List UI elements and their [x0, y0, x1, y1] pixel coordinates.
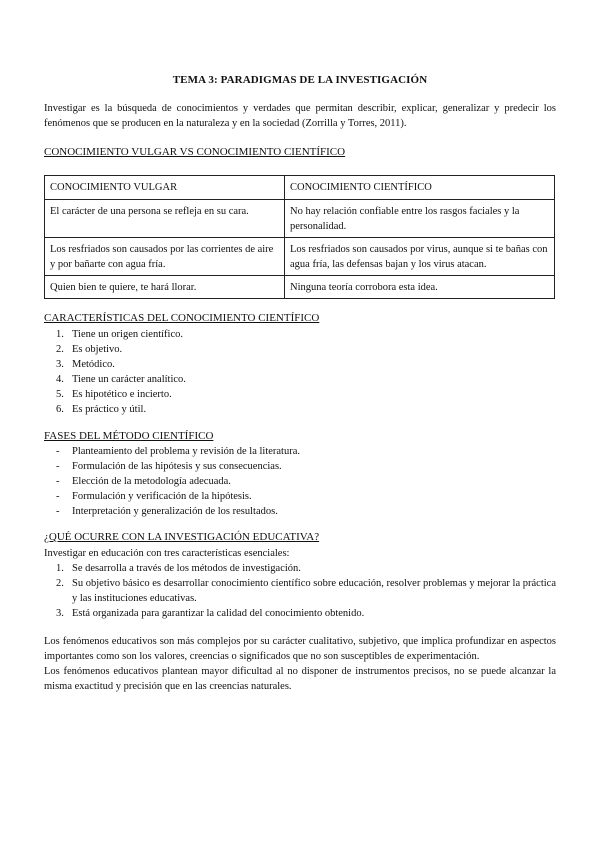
- table-cell: Los resfriados son causados por virus, aunque si te bañas con agua fría, las defensas bajan y los virus atacan.: [285, 238, 555, 276]
- table-header-cell: CONOCIMIENTO VULGAR: [45, 176, 285, 200]
- educativa-paragraph-2: Los fenómenos educativos plantean mayor dificultad al no disponer de instrumentos precisos, no se puede alcanzar la misma exactitud y precisión que en las creencias naturales.: [44, 666, 556, 692]
- list-item: 3. Está organizada para garantizar la calidad del conocimiento obtenido.: [56, 608, 365, 619]
- fases-list: [44, 444, 556, 519]
- page-title: TEMA 3: PARADIGMAS DE LA INVESTIGACIÓN: [172, 74, 428, 86]
- section-heading-caracteristicas: CARACTERÍSTICAS DEL CONOCIMIENTO CIENTÍFICO: [44, 312, 320, 324]
- section-heading-fases: FASES DEL MÉTODO CIENTÍFICO: [44, 430, 214, 442]
- list-item: 2. Es objetivo.: [56, 344, 123, 355]
- list-item: 5. Es hipotético e incierto.: [56, 389, 172, 400]
- table-row: [45, 200, 555, 238]
- educativa-paragraph-1: Los fenómenos educativos son más complejos por su carácter cualitativo, subjetivo, que implica profundizar en aspectos importantes como son los valores, creencias o significados que no son susceptibles de experimentación.: [44, 636, 556, 662]
- table-cell: No hay relación confiable entre los rasgos faciales y la personalidad.: [285, 200, 555, 238]
- list-item: - Formulación de las hipótesis y sus consecuencias.: [56, 461, 282, 472]
- list-item: 1. Se desarrolla a través de los métodos de investigación.: [56, 563, 301, 574]
- table-cell: Los resfriados son causados por las corrientes de aire y por bañarte con agua fría.: [45, 238, 285, 276]
- list-item: 3. Metódico.: [56, 359, 115, 370]
- list-item: - Interpretación y generalización de los resultados.: [56, 506, 278, 517]
- list-item: 6. Es práctico y útil.: [56, 404, 147, 415]
- list-item: - Planteamiento del problema y revisión de la literatura.: [56, 446, 301, 457]
- comparison-table: [44, 175, 555, 299]
- table-cell: Quien bien te quiere, te hará llorar.: [45, 276, 285, 299]
- table-row: [45, 276, 555, 299]
- list-item: 4. Tiene un carácter analítico.: [56, 374, 186, 385]
- table-cell: El carácter de una persona se refleja en su cara.: [45, 200, 285, 238]
- list-item: - Formulación y verificación de la hipótesis.: [56, 491, 252, 502]
- list-item: - Elección de la metodología adecuada.: [56, 476, 231, 487]
- section-heading-conocimiento: CONOCIMIENTO VULGAR VS CONOCIMIENTO CIENTÍFICO: [44, 146, 346, 158]
- caracteristicas-list: [44, 327, 556, 417]
- educativa-list: [44, 561, 556, 621]
- list-item: 1. Tiene un origen científico.: [56, 329, 184, 340]
- table-header-row: [45, 176, 555, 200]
- list-item: 2. Su objetivo básico es desarrollar conocimiento científico sobre educación, resolver problemas y mejorar la práctica y las instituciones educativas.: [56, 578, 556, 604]
- section-heading-educativa: ¿QUÉ OCURRE CON LA INVESTIGACIÓN EDUCATIVA?: [44, 531, 320, 543]
- intro-paragraph: Investigar es la búsqueda de conocimientos y verdades que permitan describir, explicar, generalizar y predecir los fenómenos que se producen en la naturaleza y en la sociedad (Zorrilla y Torres, 2011).: [44, 103, 556, 129]
- table-header-cell: CONOCIMIENTO CIENTÍFICO: [285, 176, 555, 200]
- table-row: [45, 238, 555, 276]
- educativa-lead: Investigar en educación con tres características esenciales:: [44, 548, 290, 559]
- table-cell: Ninguna teoría corrobora esta idea.: [285, 276, 555, 299]
